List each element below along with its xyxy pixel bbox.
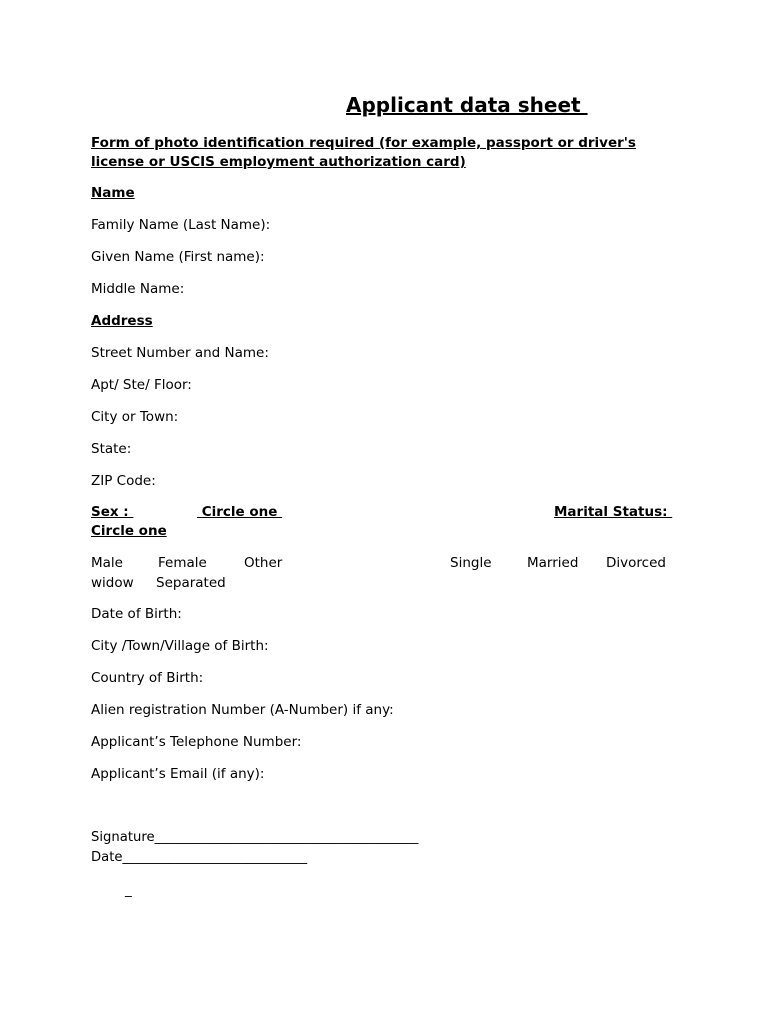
sex-circle-one: Circle one — [197, 504, 283, 520]
sex-option-female: Female — [158, 555, 207, 571]
sex-label: Sex : — [91, 504, 134, 520]
marital-status-label: Marital Status: — [554, 504, 673, 520]
a-number-label: Alien registration Number (A-Number) if any: — [91, 702, 394, 718]
marital-option-divorced: Divorced — [606, 555, 666, 571]
city-label: City or Town: — [91, 409, 179, 425]
email-label: Applicant’s Email (if any): — [91, 766, 265, 782]
sex-option-male: Male — [91, 555, 123, 571]
marital-option-married: Married — [527, 555, 579, 571]
marital-option-widow: widow — [91, 575, 134, 591]
telephone-label: Applicant’s Telephone Number: — [91, 734, 302, 750]
date-of-birth-label: Date of Birth: — [91, 606, 182, 622]
marital-option-single: Single — [450, 555, 492, 571]
page-title: Applicant data sheet — [346, 93, 588, 117]
marital-circle-one: Circle one — [91, 523, 167, 539]
family-name-label: Family Name (Last Name): — [91, 217, 271, 233]
zip-label: ZIP Code: — [91, 473, 156, 489]
middle-name-label: Middle Name: — [91, 281, 185, 297]
given-name-label: Given Name (First name): — [91, 249, 265, 265]
sex-option-other: Other — [244, 555, 283, 571]
signature-line: Signature________________________________________ — [91, 830, 419, 845]
trailing-underscore: _ — [125, 882, 132, 898]
address-section-heading: Address — [91, 313, 153, 329]
birth-country-label: Country of Birth: — [91, 670, 204, 686]
state-label: State: — [91, 441, 132, 457]
street-label: Street Number and Name: — [91, 345, 269, 361]
apt-label: Apt/ Ste/ Floor: — [91, 377, 192, 393]
id-requirement-note: Form of photo identification required (for example, passport or driver's license or USCIS employment authorization card) — [91, 135, 636, 170]
birth-city-label: City /Town/Village of Birth: — [91, 638, 269, 654]
marital-option-separated: Separated — [156, 575, 226, 591]
date-line: Date____________________________ — [91, 850, 308, 865]
name-section-heading: Name — [91, 185, 135, 201]
